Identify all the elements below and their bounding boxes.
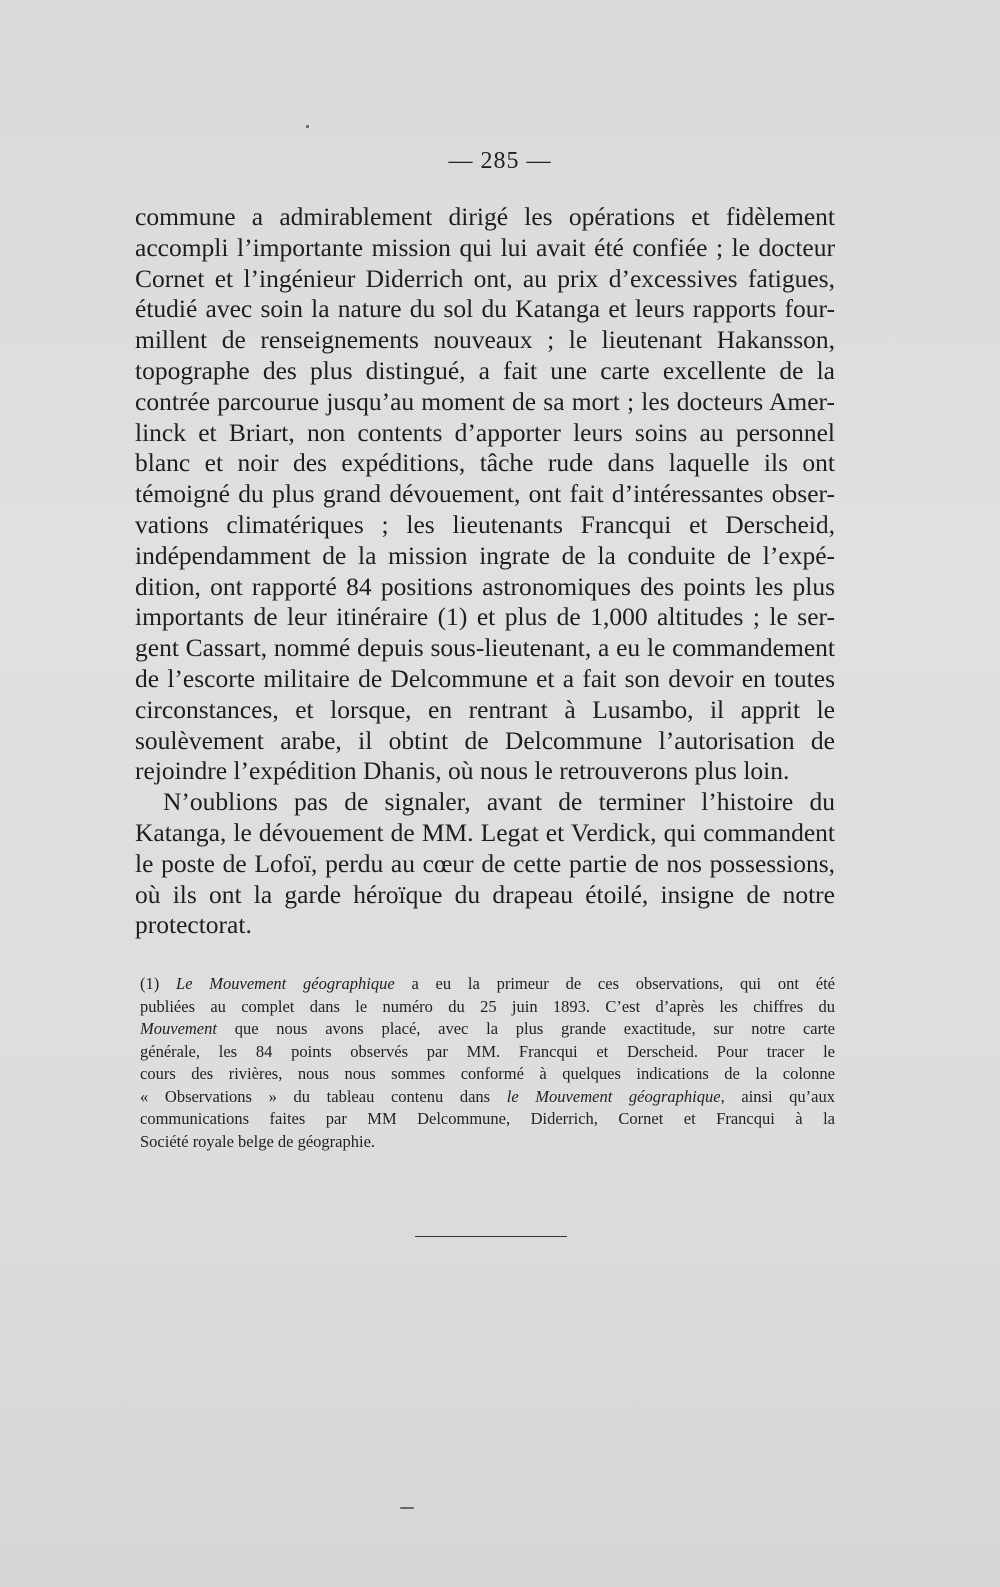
paragraph-1	[135, 202, 835, 787]
text-line: témoigné du plus grand dévouement, ont fait d’intéressantes obser-	[135, 479, 835, 509]
text-line: étudié avec soin la nature du sol du Katanga et leurs rapports four-	[135, 294, 835, 324]
text-line: Katanga, le dévouement de MM. Legat et Verdick, qui commandent	[135, 817, 835, 847]
footnote-citation: Le Mouvement géographique	[176, 974, 395, 993]
text-line: indépendamment de la mission ingrate de la conduite de l’expé-	[135, 540, 835, 570]
footnote-line	[140, 1018, 835, 1041]
footnote-citation: le Mouvement géographique	[506, 1086, 721, 1106]
footnote-text: a eu la primeur de ces observations, qui ont été	[394, 974, 835, 993]
footnote-line	[140, 1086, 835, 1109]
text-line: de l’escorte militaire de Delcommune et a fait son devoir en toutes	[135, 663, 835, 693]
text-line: commune a admirablement dirigé les opérations et fidèlement	[135, 202, 835, 231]
text-line: linck et Briart, non contents d’apporter leurs soins au personnel	[135, 417, 835, 447]
text-line: N’oublions pas de signaler, avant de terminer l’histoire du	[163, 787, 835, 817]
footnote	[140, 973, 835, 1153]
footnote-line	[140, 973, 835, 996]
text-line: importants de leur itinéraire (1) et plus de 1,000 altitudes ; le ser-	[135, 602, 835, 632]
footnote-line: Société royale belge de géographie.	[140, 1131, 376, 1151]
text-line: rejoindre l’expédition Dhanis, où nous le retrouverons plus loin.	[135, 756, 790, 786]
footnote-line: cours des rivières, nous nous sommes conformé à quelques indications de la colonne	[140, 1064, 835, 1083]
footnote-text: , ainsi qu’aux	[720, 1086, 835, 1106]
text-line: blanc et noir des expéditions, tâche rude dans laquelle ils ont	[135, 448, 835, 478]
text-line: où ils ont la garde héroïque du drapeau étoilé, insigne de notre	[135, 879, 835, 909]
footnote-text: « Observations » du tableau contenu dans	[140, 1086, 507, 1106]
text-line: protectorat.	[135, 910, 252, 940]
main-text	[135, 202, 835, 941]
paragraph-2	[135, 787, 835, 941]
text-line: le poste de Lofoï, perdu au cœur de cette partie de nos possessions,	[135, 848, 835, 878]
text-line: dition, ont rapporté 84 positions astronomiques des points les plus	[135, 571, 835, 601]
text-line: soulèvement arabe, il obtint de Delcommune l’autorisation de	[135, 725, 835, 755]
footnote-citation: Mouvement	[140, 1019, 217, 1038]
text-line: circonstances, et lorsque, en rentrant à Lusambo, il apprit le	[135, 694, 835, 724]
text-line: Cornet et l’ingénieur Diderrich ont, au prix d’excessives fatigues,	[135, 263, 835, 293]
paper-speck	[400, 1507, 414, 1509]
text-line: topographe des plus distingué, a fait une carte excellente de la	[135, 355, 835, 385]
text-line: contrée parcourue jusqu’au moment de sa mort ; les docteurs Amer-	[135, 386, 835, 416]
text-line: vations climatériques ; les lieutenants Francqui et Derscheid,	[135, 509, 835, 539]
footnote-marker: (1)	[140, 974, 177, 993]
footnote-line: publiées au complet dans le numéro du 25 juin 1893. C’est d’après les chiffres du	[140, 996, 835, 1016]
footnote-text: que nous avons placé, avec la plus grande exactitude, sur notre carte	[216, 1019, 835, 1038]
end-rule	[415, 1236, 567, 1237]
footnote-line: générale, les 84 points observés par MM. Francqui et Derscheid. Pour tracer le	[140, 1041, 835, 1061]
text-line: millent de renseignements nouveaux ; le lieutenant Hakansson,	[135, 325, 835, 355]
paper-speck	[306, 125, 309, 128]
page-number: — 285 —	[448, 148, 552, 174]
text-line: gent Cassart, nommé depuis sous-lieutenant, a eu le commandement	[135, 633, 835, 663]
footnote-line: communications faites par MM Delcommune, Diderrich, Cornet et Francqui à la	[140, 1109, 835, 1128]
text-line: accompli l’importante mission qui lui avait été confiée ; le docteur	[135, 232, 835, 262]
